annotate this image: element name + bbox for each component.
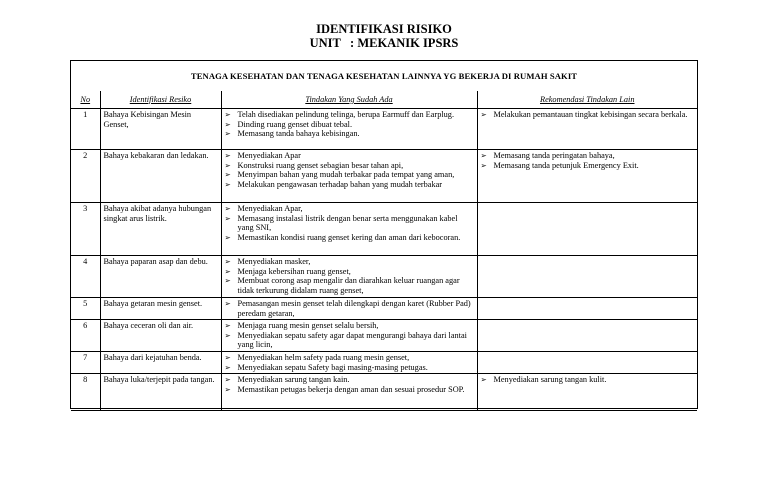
existing-actions-cell [221, 320, 477, 352]
list-item: ➢ Memastikan kondisi ruang genset kering dan aman dari kebocoran. [225, 233, 474, 243]
row-number: 7 [71, 351, 100, 373]
list-item: ➢ Telah disediakan pelindung telinga, berupa Earmuff dan Earplug. [225, 110, 474, 120]
existing-actions-cell [221, 256, 477, 298]
list-item: ➢ Menyediakan sepatu Safety bagi masing-masing petugas. [225, 363, 474, 373]
list-item: ➢ Membuat corong asap mengalir dan diarahkan keluar ruangan agar tidak terkurung didalam ruang genset, [225, 276, 474, 295]
list-item: ➢ Dinding ruang genset dibuat tebal. [225, 120, 474, 130]
column-header-no: No [71, 91, 100, 109]
row-number: 8 [71, 374, 100, 411]
list-item: ➢ Memasang tanda peringatan bahaya, [481, 151, 695, 161]
row-number: 5 [71, 298, 100, 320]
table-row [71, 351, 697, 373]
list-item: ➢ Menyediakan Apar, [225, 204, 474, 214]
list-item: ➢ Konstruksi ruang genset sebagian besar tahan api, [225, 161, 474, 171]
document-header [0, 22, 768, 50]
list-item: ➢ Pemasangan mesin genset telah dilengkapi dengan karet (Rubber Pad) peredam getaran, [225, 299, 474, 318]
existing-actions-cell [221, 374, 477, 411]
row-number: 4 [71, 256, 100, 298]
table-row [71, 320, 697, 352]
existing-actions-cell [221, 203, 477, 256]
row-number: 3 [71, 203, 100, 256]
list-item: ➢ Menyediakan sepatu safety agar dapat mengurangi bahaya dari lantai yang licin, [225, 331, 474, 350]
list-item: ➢ Menyediakan sarung tangan kulit. [481, 375, 695, 385]
column-header-rekomendasi: Rekomendasi Tindakan Lain [477, 91, 697, 109]
risk-table [71, 91, 697, 411]
table-row [71, 109, 697, 150]
list-item: ➢ Menyediakan masker, [225, 257, 474, 267]
existing-actions-cell [221, 351, 477, 373]
row-number: 2 [71, 150, 100, 203]
risk-identification-frame [70, 60, 698, 409]
risk-description: Bahaya luka/terjepit pada tangan. [100, 374, 221, 411]
existing-actions-cell [221, 298, 477, 320]
risk-description: Bahaya kebakaran dan ledakan. [100, 150, 221, 203]
risk-description: Bahaya paparan asap dan debu. [100, 256, 221, 298]
table-banner: TENAGA KESEHATAN DAN TENAGA KESEHATAN LAINNYA YG BEKERJA DI RUMAH SAKIT [190, 71, 578, 81]
risk-description: Bahaya akibat adanya hubungan singkat arus listrik. [100, 203, 221, 256]
existing-actions-cell [221, 150, 477, 203]
table-row [71, 298, 697, 320]
table-row [71, 256, 697, 298]
risk-description: Bahaya ceceran oli dan air. [100, 320, 221, 352]
risk-description: Bahaya Kebisingan Mesin Genset, [100, 109, 221, 150]
recommendations-cell [477, 203, 697, 256]
list-item: ➢ Melakukan pengawasan terhadap bahan yang mudah terbakar [225, 180, 474, 190]
list-item: ➢ Menyediakan helm safety pada ruang mesin genset, [225, 353, 474, 363]
recommendations-cell [477, 374, 697, 411]
column-header-tindakan: Tindakan Yang Sudah Ada [221, 91, 477, 109]
document-title: IDENTIFIKASI RISIKO [316, 22, 452, 36]
list-item: ➢ Memasang tanda bahaya kebisingan. [225, 129, 474, 139]
recommendations-cell [477, 109, 697, 150]
row-number: 1 [71, 109, 100, 150]
row-number: 6 [71, 320, 100, 352]
list-item: ➢ Menjaga ruang mesin genset selalu bersih, [225, 321, 474, 331]
list-item: ➢ Menyediakan Apar [225, 151, 474, 161]
recommendations-cell [477, 298, 697, 320]
list-item: ➢ Menyimpan bahan yang mudah terbakar pada tempat yang aman, [225, 170, 474, 180]
table-row [71, 150, 697, 203]
table-row [71, 203, 697, 256]
list-item: ➢ Melakukan pemantauan tingkat kebisingan secara berkala. [481, 110, 695, 120]
list-item: ➢ Menjaga kebersihan ruang genset, [225, 267, 474, 277]
risk-description: Bahaya dari kejatuhan benda. [100, 351, 221, 373]
list-item: ➢ Memasang tanda petunjuk Emergency Exit. [481, 161, 695, 171]
list-item: ➢ Menyediakan sarung tangan kain. [225, 375, 474, 385]
list-item: ➢ Memasang instalasi listrik dengan benar serta menggunakan kabel yang SNI, [225, 214, 474, 233]
risk-description: Bahaya getaran mesin genset. [100, 298, 221, 320]
recommendations-cell [477, 320, 697, 352]
recommendations-cell [477, 256, 697, 298]
column-header-identifikasi: Identifikasi Resiko [100, 91, 221, 109]
recommendations-cell [477, 351, 697, 373]
existing-actions-cell [221, 109, 477, 150]
table-row [71, 374, 697, 411]
recommendations-cell [477, 150, 697, 203]
list-item: ➢ Memastikan petugas bekerja dengan aman dan sesuai prosedur SOP. [225, 385, 474, 395]
table-header-row [71, 91, 697, 109]
unit-label: UNIT : MEKANIK IPSRS [309, 36, 459, 50]
